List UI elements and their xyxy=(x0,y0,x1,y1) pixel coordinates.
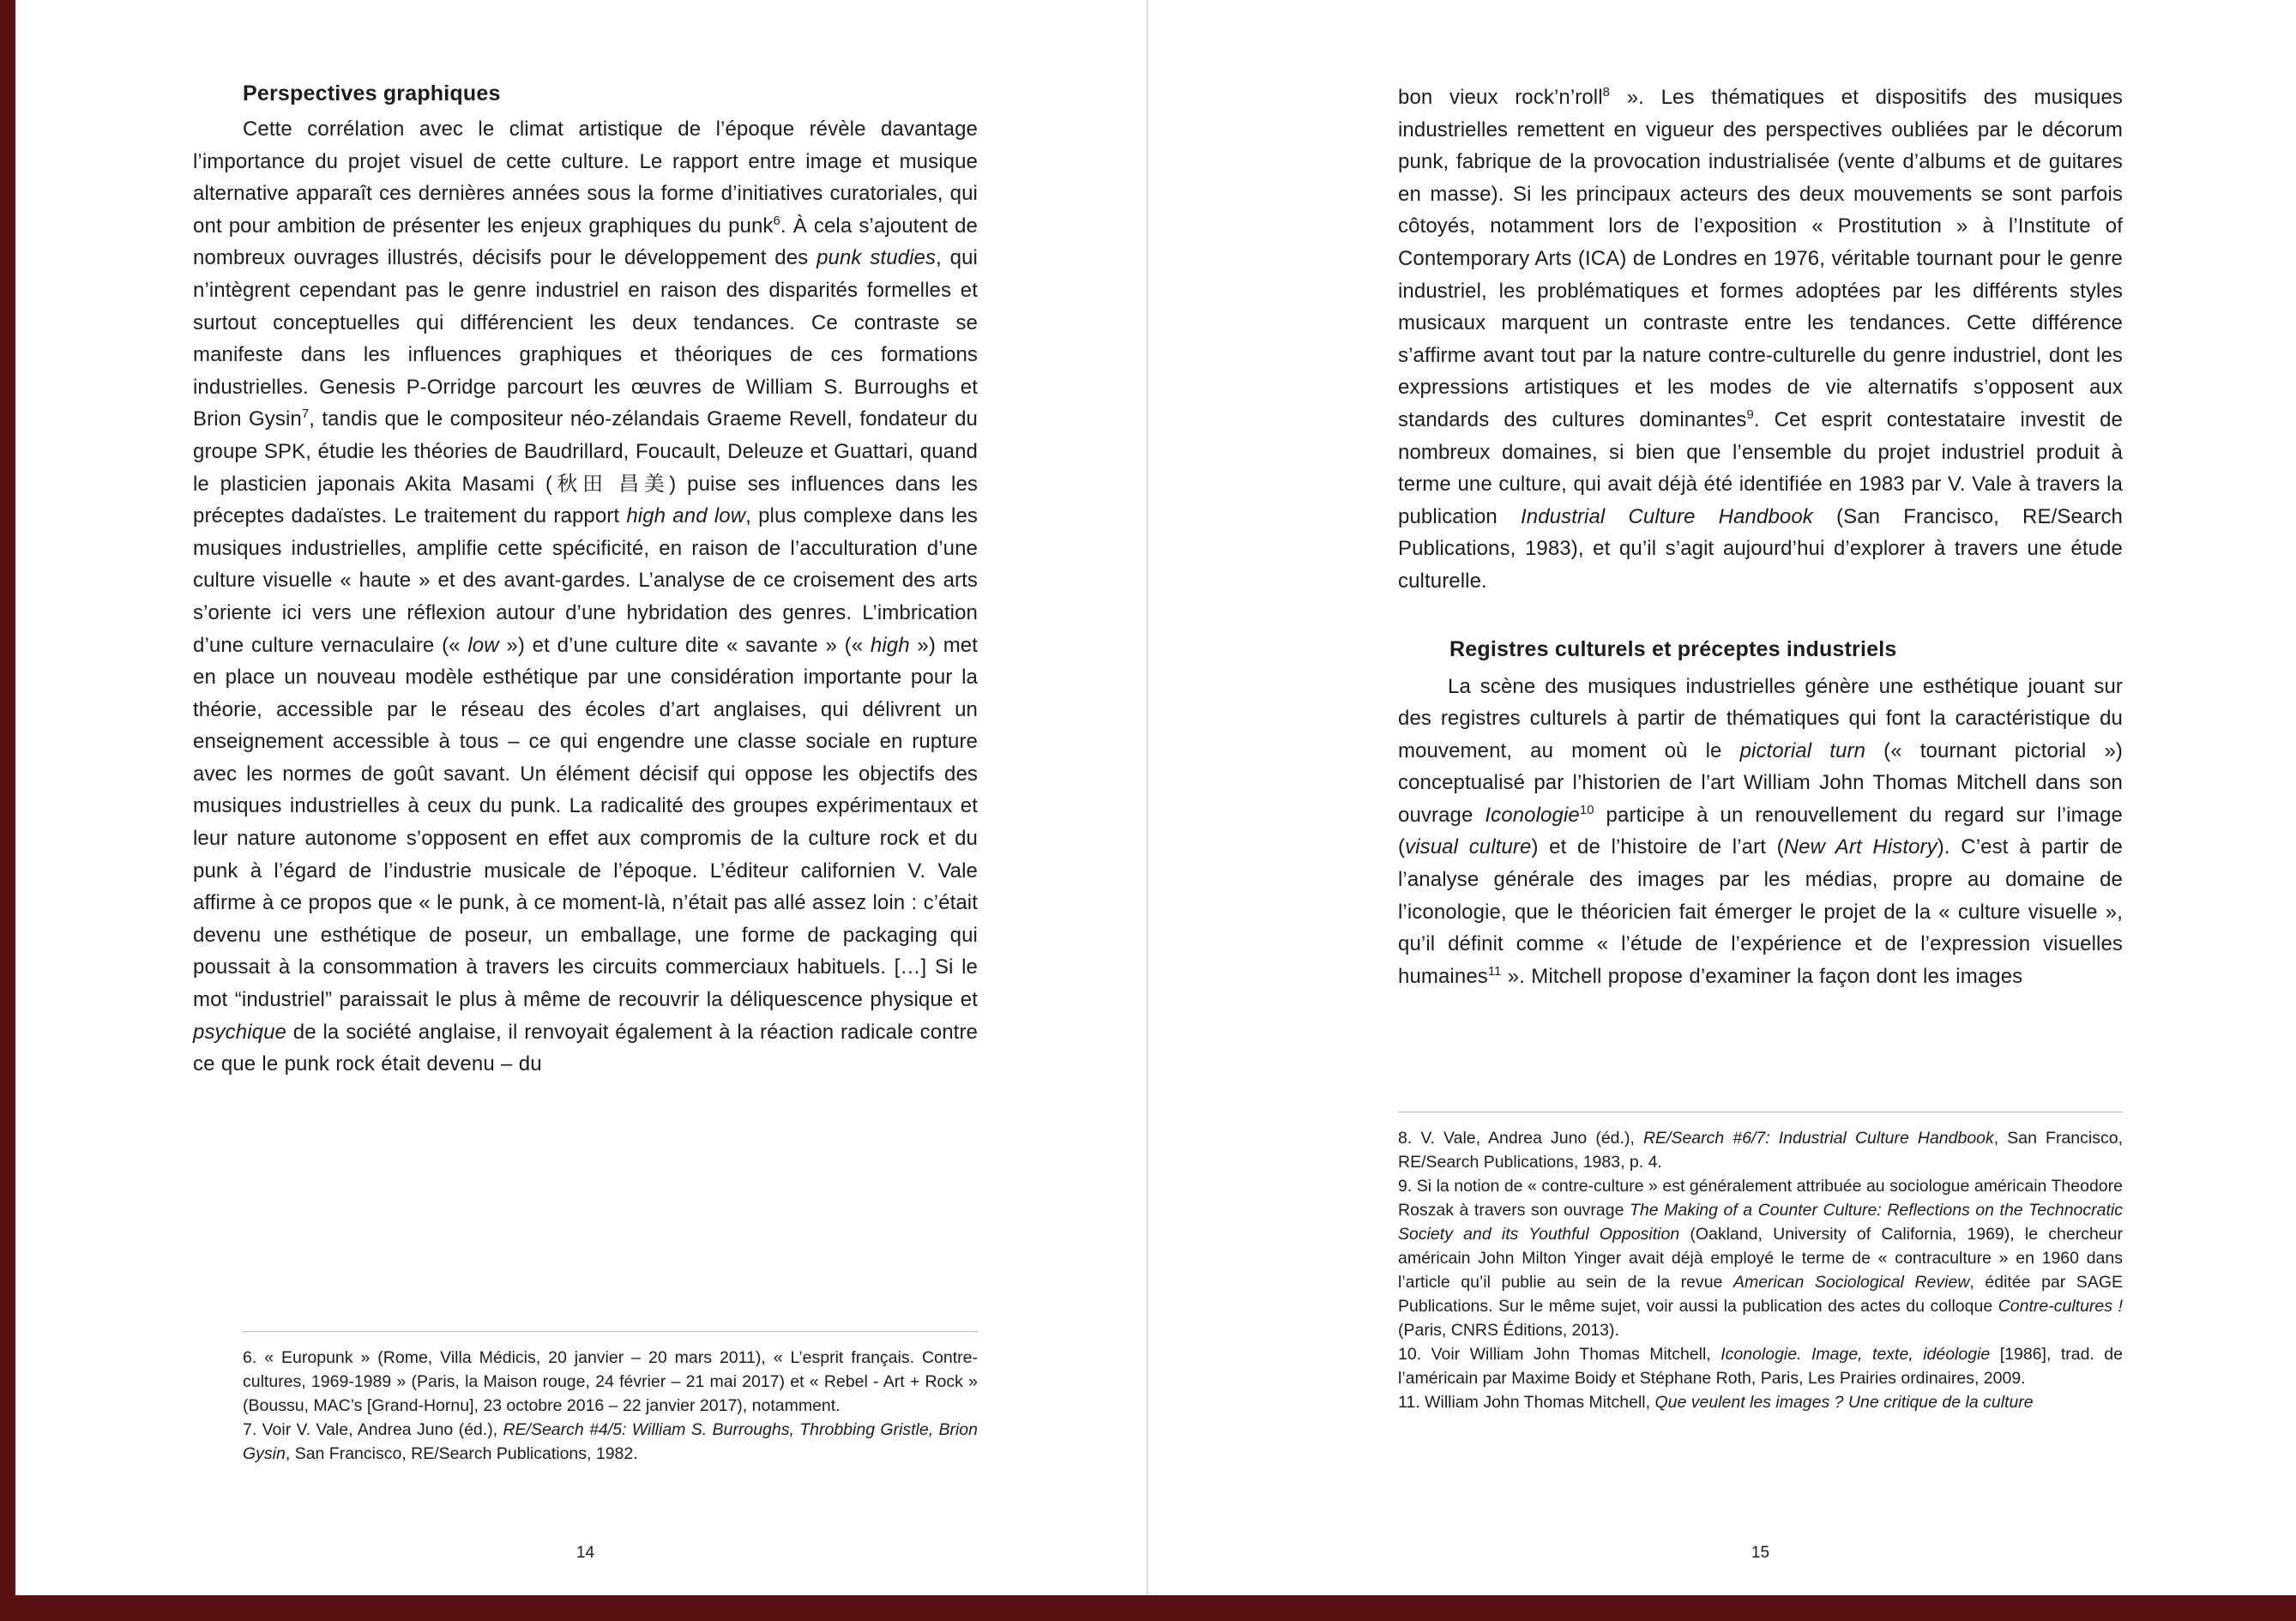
footnote-7: 7. Voir V. Vale, Andrea Juno (éd.), RE/Search #4/5: William S. Burroughs, Throbbing Gristle, Brion Gysin, San Francisco, RE/Search Publications, 1982. xyxy=(243,1420,978,1463)
page-number-right: 15 xyxy=(1751,1544,1770,1562)
page-left xyxy=(193,0,978,1621)
page-right xyxy=(1398,0,2123,1621)
footnotes-left xyxy=(243,1331,978,1466)
body-paragraph-left: Cette corrélation avec le climat artistique de l’époque révèle davantage l’importance du projet visuel de cette culture. Le rapport entre image et musique alternative apparaît ces dernières années sous la forme d’initiatives curatoriales, qui ont pour ambition de présenter les enjeux graphiques du punk$^6$. À cela s’ajoutent de nombreux ouvrages illustrés, décisifs pour le développement des punk studies, qui n’intègrent cependant pas le genre industriel en raison des disparités formelles et surtout conceptuelles qui différencient les deux tendances. Ce contraste se manifeste dans les influences graphiques et théoriques de ces formations industrielles. Genesis P-Orridge parcourt les œuvres de William S. Burroughs et Brion Gysin$^7$, tandis que le compositeur néo-zélandais Graeme Revell, fondateur du groupe SPK, étudie les théories de Baudrillard, Foucault, Deleuze et Guattari, quand le plasticien japonais Akita Masami (秋田 昌美) puise ses influences dans les préceptes dadaïstes. Le traitement du rapport high and low, plus complexe dans les musiques industrielles, amplifie cette spécificité, en raison de l’acculturation d’une culture visuelle « haute » et des avant-gardes. L’analyse de ce croisement des arts s’oriente ici vers une réflexion autour d’une hybridation des genres. L’imbrication d’une culture vernaculaire (« low ») et d’une culture dite « savante » (« high ») met en place un nouveau modèle esthétique par une considération importante pour la théorie, accessible par le réseau des écoles d’art anglaises, qui délivrent un enseignement accessible à tous – ce qui engendre une classe sociale en rupture avec les normes de goût savant. Un élément décisif qui oppose les objectifs des musiques industrielles à ceux du punk. La radicalité des groupes expérimentaux et leur nature autonome s’opposent en effet aux compromis de la culture rock et du punk à l’égard de l’industrie musicale de l’époque. L’éditeur californien V. Vale affirme à ce propos que « le punk, à ce moment-là, n’était pas allé assez loin : c’était devenu une esthétique de poseur, un emballage, une forme de packaging qui poussait à la consommation à travers les circuits commerciaux habituels. […] Si le mot “industriel” paraissait le plus à même de recouvrir la déliquescence physique et psychique de la société anglaise, il renvoyait également à la réaction radicale contre ce que le punk rock était devenu – du xyxy=(193,118,979,1076)
footnotes-right xyxy=(1398,1112,2123,1414)
footnote-10: 10. Voir William John Thomas Mitchell, Iconologie. Image, texte, idéologie [1986], trad. de l’américain par Maxime Boidy et Stéphane Roth, Paris, Les Prairies ordinaires, 2009. xyxy=(1398,1345,2123,1388)
page-number-left: 14 xyxy=(576,1544,595,1562)
footnote-8: 8. V. Vale, Andrea Juno (éd.), RE/Search #6/7: Industrial Culture Handbook, San Francisco, RE/Search Publications, 1983, p. 4. xyxy=(1398,1129,2123,1172)
section-heading-registres-culturels: Registres culturels et préceptes industriels xyxy=(1449,636,1897,661)
footnote-11: 11. William John Thomas Mitchell, Que veulent les images ? Une critique de la culture xyxy=(1398,1393,2034,1412)
cover-edge-bottom xyxy=(0,1595,2296,1621)
page-gutter-divider xyxy=(1147,0,1148,1595)
section-heading-perspectives-graphiques: Perspectives graphiques xyxy=(243,81,501,105)
cover-edge-left xyxy=(0,0,15,1621)
footnote-9: 9. Si la notion de « contre-culture » est généralement attribuée au sociologue américain Theodore Roszak à travers son ouvrage The Making of a Counter Culture: Reflections on the Technocratic Society and its Youthful Opposition (Oakland, University of California, 1969), le chercheur américain John Milton Yinger avait déjà employé le terme de « contraculture » en 1960 dans l’article qu’il publie au sein de la revue American Sociological Review, éditée par SAGE Publications. Sur le même sujet, voir aussi la publication des actes du colloque Contre-cultures ! (Paris, CNRS Éditions, 2013). xyxy=(1398,1177,2123,1340)
footnote-divider-left xyxy=(243,1331,978,1332)
body-paragraph-right-2: La scène des musiques industrielles génère une esthétique jouant sur des registres culturels à partir de thématiques qui font la caractéristique du mouvement, au moment où le pictorial turn (« tournant pictorial ») conceptualisé par l’historien de l’art William John Thomas Mitchell dans son ouvrage Iconologie$^{10}$ participe à un renouvellement du regard sur l’image (visual culture) et de l’histoire de l’art (New Art History). C’est à partir de l’analyse générale des images par les médias, propre au domaine de l’iconologie, que le théoricien fait émerger le projet de la « culture visuelle », qu’il définit comme « l’étude de l’expérience et de l’expression visuelles humaines$^{11}$ ». Mitchell propose d’examiner la façon dont les images xyxy=(1398,674,2124,988)
body-paragraph-right-1: bon vieux rock’n’roll$^8$ ». Les thématiques et dispositifs des musiques industrielles remettent en vigueur des perspectives oubliées par le décorum punk, fabrique de la provocation industrialisée (vente d’albums et de guitares en masse). Si les principaux acteurs des deux mouvements se sont parfois côtoyés, notamment lors de l’exposition « Prostitution » à l’Institute of Contemporary Arts (ICA) de Londres en 1976, véritable tournant pour le genre industriel, les problématiques et formes adoptées par les différents styles musicaux marquent un contraste entre les tendances. Cette différence s’affirme avant tout par la nature contre-culturelle du genre industriel, dont les expressions artistiques et les modes de vie alternatifs s’opposent aux standards des cultures dominantes$^9$. Cet esprit contestataire investit de nombreux domaines, si bien que l’ensemble du projet industriel produit à terme une culture, qui avait déjà été identifiée en 1983 par V. Vale à travers la publication Industrial Culture Handbook (San Francisco, RE/Search Publications, 1983), et qu’il s’agit aujourd’hui d’explorer à travers une étude culturelle. xyxy=(1398,86,2124,593)
footnote-6: 6. « Europunk » (Rome, Villa Médicis, 20 janvier – 20 mars 2011), « L’esprit français. Contre-cultures, 1969-1989 » (Paris, la Maison rouge, 24 février – 21 mai 2017) et « Rebel - Art + Rock » (Boussu, MAC’s [Grand-Hornu], 23 octobre 2016 – 22 janvier 2017), notamment. xyxy=(243,1348,978,1415)
